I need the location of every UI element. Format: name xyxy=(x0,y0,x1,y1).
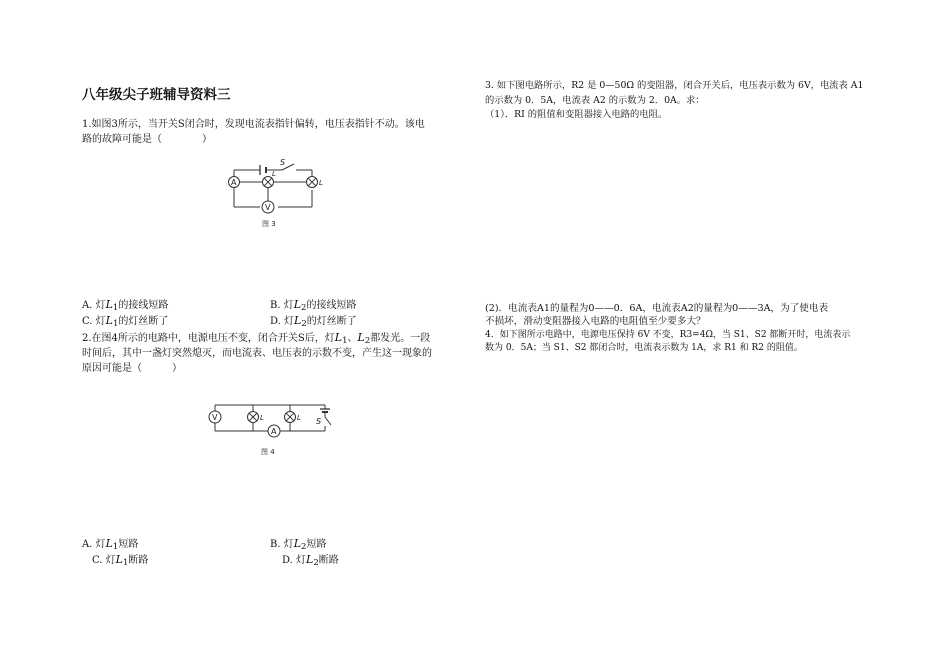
q2-text-line1: 2.在图4所示的电路中，电源电压不变，闭合开关S后，灯$L_1$、$L_2$都发光。一段 xyxy=(82,331,431,346)
lamp-symbol: L xyxy=(105,298,113,311)
q4-text-line2: 数为 0．5A；当 S1、S2 都闭合时，电流表示数为 1A，求 R1 和 R2 的阻值。 xyxy=(485,343,803,353)
q1-option-c: C. 灯$L_1$的灯丝断了 xyxy=(82,314,169,329)
q1-option-b: B. 灯$L_2$的接线短路 xyxy=(270,298,357,313)
lamp-symbol: L xyxy=(294,314,302,327)
fig4-lamp1-label: L xyxy=(260,414,264,422)
lamp-symbol: L xyxy=(105,314,113,327)
figure-4-circuit xyxy=(205,395,340,460)
q1-option-d: D. 灯$L_2$的灯丝断了 xyxy=(270,314,357,329)
q3-text-line2: 的示数为 0．5A，电流表 A2 的示数为 2．0A。求： xyxy=(485,95,705,106)
lamp-symbol: L xyxy=(293,298,302,311)
q2-option-d: D. 灯$L_2$断路 xyxy=(282,553,339,568)
q4-text-line1: 4．如下图所示电路中，电源电压保持 6V 不变，R3=4Ω，当 S1、S2 都断开时，电流表示 xyxy=(485,330,851,340)
q2-text-line2: 时间后，其中一盏灯突然熄灭，而电流表、电压表的示数不变，产生这一现象的 xyxy=(82,348,432,359)
fig4-switch-label: S xyxy=(316,417,322,426)
fig3-lamp1-label: L xyxy=(272,170,276,178)
fig3-caption: 图 3 xyxy=(262,220,276,228)
lamp-symbol: L xyxy=(105,537,113,550)
q2-option-b: B. 灯$L_2$短路 xyxy=(270,537,327,552)
q3-text-line1: 3. 如下图电路所示，R2 是 0—50Ω 的变阻器，闭合开关后，电压表示数为 6V，电流表 A1 xyxy=(485,80,864,91)
q2-option-c: C. 灯$L_1$断路 xyxy=(92,553,149,568)
lamp-symbol: L xyxy=(306,553,314,566)
figure-3-circuit xyxy=(222,158,332,233)
fig3-switch-label: S xyxy=(280,158,286,167)
q3-part2-line1: (2)．电流表A1的量程为0——0．6A，电流表A2的量程为0——3A，为了使电表 xyxy=(485,303,829,314)
fig3-lamp2-label: L xyxy=(319,179,323,187)
lamp-symbol: L xyxy=(115,553,123,566)
lamp-symbol: L xyxy=(293,537,302,550)
q3-part2-line2: 不损坏，滑动变阻器接入电路的电阻值至少要多大？ xyxy=(485,316,706,327)
q1-option-a: A. 灯$L_1$的接线短路 xyxy=(82,298,169,313)
fig4-lamp2-label: L xyxy=(297,414,301,422)
lamp-symbol: L xyxy=(334,331,343,344)
q2-option-a: A. 灯$L_1$短路 xyxy=(82,537,139,552)
q1-text-line2: 路的故障可能是（ ） xyxy=(82,134,212,145)
q1-text-line1: 1.如图3所示，当开关S闭合时，发现电流表指针偏转，电压表指针不动。该电 xyxy=(82,119,425,130)
page-title: 八年级尖子班辅导资料三 xyxy=(82,87,231,103)
fig3-voltmeter-label: V xyxy=(265,203,271,212)
fig3-ammeter-label: A xyxy=(231,178,237,187)
lamp-symbol: L xyxy=(357,331,365,344)
fig4-voltmeter-label: V xyxy=(212,413,218,422)
fig4-caption: 图 4 xyxy=(261,448,275,456)
q2-text-line3: 原因可能是（ ） xyxy=(82,363,182,374)
fig4-ammeter-label: A xyxy=(271,427,277,436)
q3-text-line3: （1）．RI 的阻值和变阻器接入电路的电阻。 xyxy=(485,109,668,120)
